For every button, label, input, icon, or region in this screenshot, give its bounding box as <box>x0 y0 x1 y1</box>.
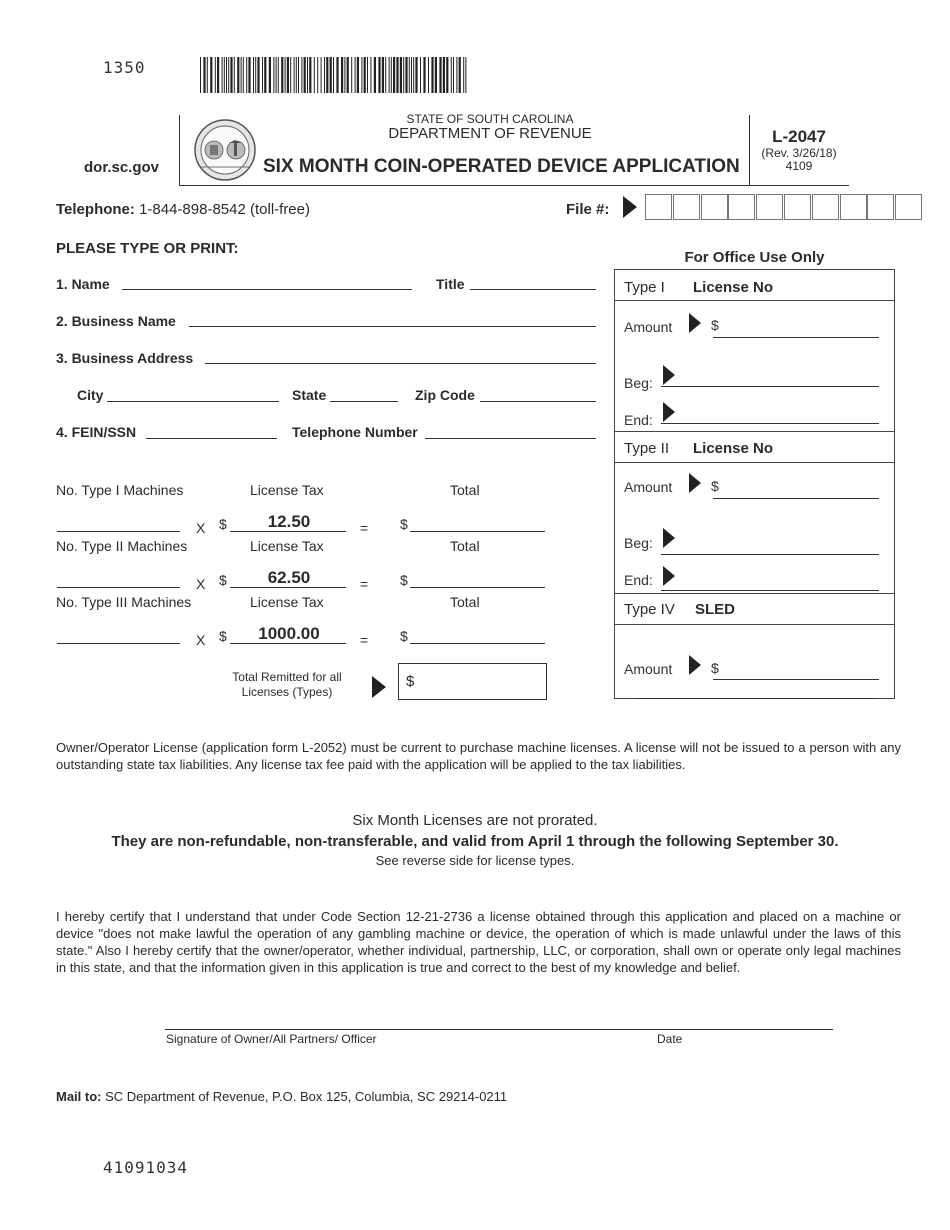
amount-arrow-icon <box>689 655 701 675</box>
office-type1-license: License No <box>693 279 774 296</box>
form-ocr-number-top: 1350 <box>103 58 146 77</box>
barcode-bar <box>405 57 407 93</box>
barcode-bar <box>230 57 232 93</box>
instructions: PLEASE TYPE OR PRINT: <box>56 240 239 257</box>
date-label: Date <box>657 1032 683 1046</box>
zip-input[interactable] <box>480 401 596 402</box>
office-separator <box>615 431 894 432</box>
form-title: SIX MONTH COIN-OPERATED DEVICE APPLICATION <box>263 156 740 177</box>
office-type1-label: Type I <box>624 279 665 296</box>
business-address-input[interactable] <box>205 363 596 364</box>
office-type4-amount-input[interactable] <box>713 679 879 680</box>
equals-sign: = <box>360 576 369 592</box>
state-seal-icon <box>193 119 257 181</box>
barcode-bar <box>326 57 328 93</box>
type1-rate: 12.50 <box>267 512 311 531</box>
office-type2-end-input[interactable] <box>661 590 879 591</box>
barcode-bar <box>301 57 302 93</box>
office-type2-amount-input[interactable] <box>713 498 879 499</box>
barcode-bar <box>314 57 315 93</box>
barcode-bar <box>207 57 208 93</box>
office-type1-amount-label: Amount <box>624 319 673 335</box>
barcode-bar <box>234 57 235 93</box>
form-revision: (Rev. 3/26/18) <box>761 146 837 160</box>
office-separator <box>615 462 894 463</box>
city-label: City <box>77 387 104 403</box>
beg-arrow-icon <box>663 528 675 548</box>
barcode-bar <box>278 57 279 93</box>
file-number-box[interactable] <box>867 194 894 220</box>
barcode-bar <box>367 57 368 93</box>
barcode-bar <box>309 57 311 93</box>
barcode-bar <box>257 57 259 93</box>
barcode-bar <box>203 57 205 93</box>
office-separator <box>615 624 894 625</box>
equals-sign: = <box>360 520 369 536</box>
proration-note: Six Month Licenses are not prorated. <box>352 812 598 829</box>
office-type1-beg-input[interactable] <box>661 386 879 387</box>
state-name: STATE OF SOUTH CAROLINA <box>406 112 574 126</box>
signature-label: Signature of Owner/All Partners/ Officer <box>166 1032 377 1046</box>
barcode-bar <box>273 57 274 93</box>
department-name: DEPARTMENT OF REVENUE <box>388 125 592 142</box>
type2-total-input[interactable] <box>410 587 545 588</box>
dollar-sign: $ <box>711 317 719 333</box>
amount-arrow-icon <box>689 313 701 333</box>
reverse-side-note: See reverse side for license types. <box>375 853 575 868</box>
barcode-bar <box>364 57 366 93</box>
barcode-bar <box>347 57 349 93</box>
barcode-bar <box>463 57 464 93</box>
barcode-bar <box>269 57 271 93</box>
barcode-bar <box>228 57 229 93</box>
form-number: L-2047 <box>772 127 826 146</box>
barcode-bar <box>400 57 402 93</box>
barcode-bar <box>324 57 325 93</box>
barcode-bar <box>413 57 414 93</box>
barcode-bar <box>439 57 441 93</box>
equals-sign: = <box>360 632 369 648</box>
office-type4-sled: SLED <box>695 601 736 618</box>
type3-count-input[interactable] <box>57 643 180 644</box>
office-type1-beg-label: Beg: <box>624 375 653 391</box>
type1-tax-label: License Tax <box>250 482 324 498</box>
office-type4-label: Type IV <box>624 601 675 618</box>
office-type2-amount-label: Amount <box>624 479 673 495</box>
barcode-bar <box>361 57 362 93</box>
file-number-box[interactable] <box>784 194 811 220</box>
state-label: State <box>292 387 327 403</box>
telephone-value: 1-844-898-8542 (toll-free) <box>139 201 310 218</box>
office-type1-end-input[interactable] <box>661 423 879 424</box>
barcode-bar <box>391 57 392 93</box>
barcode-bar <box>200 57 201 93</box>
end-arrow-icon <box>663 402 675 422</box>
barcode <box>200 57 468 93</box>
barcode-bar <box>357 57 359 93</box>
dollar-sign: $ <box>711 478 719 494</box>
file-number-box[interactable] <box>645 194 672 220</box>
name-input[interactable] <box>122 289 412 290</box>
city-input[interactable] <box>107 401 279 402</box>
office-type2-beg-label: Beg: <box>624 535 653 551</box>
barcode-bar <box>431 57 433 93</box>
barcode-bar <box>411 57 412 93</box>
barcode-bar <box>262 57 263 93</box>
barcode-bar <box>459 57 461 93</box>
barcode-bar <box>222 57 223 93</box>
type2-machines-label: No. Type II Machines <box>56 538 188 554</box>
barcode-bar <box>224 57 225 93</box>
barcode-bar <box>276 57 277 93</box>
barcode-bar <box>453 57 454 93</box>
barcode-bar <box>264 57 266 93</box>
total-arrow-icon <box>372 676 386 698</box>
barcode-bar <box>355 57 356 93</box>
barcode-bar <box>409 57 410 93</box>
type2-total-label: Total <box>450 538 480 554</box>
fein-label: 4. FEIN/SSN <box>56 424 137 440</box>
file-number-box[interactable] <box>840 194 867 220</box>
barcode-bar <box>253 57 254 93</box>
office-type1-end-label: End: <box>624 412 653 428</box>
office-type1-amount-input[interactable] <box>713 337 879 338</box>
state-input[interactable] <box>330 401 398 402</box>
barcode-bar <box>321 57 322 93</box>
type1-rate-line <box>230 531 346 532</box>
certification-statement: I hereby certify that I understand that under Code Section 12-21-2736 a license obtained through this application and placed on a machine or device "does not make lawful the operation of any gambling machine or device, the operation of which is made unlawful under the laws of this state." Also I hereby certify that the owner/operator, whether individual, partnership, LLC, or corporation, shall own or operate only legal machines in this state, and that the information given in this application is true and correct to the best of my knowledge and belief. <box>56 909 901 975</box>
barcode-bar <box>290 57 291 93</box>
type1-total-input[interactable] <box>410 531 545 532</box>
file-number-box[interactable] <box>756 194 783 220</box>
barcode-bar <box>385 57 386 93</box>
file-number-box[interactable] <box>812 194 839 220</box>
barcode-bar <box>281 57 283 93</box>
phone-input[interactable] <box>425 438 596 439</box>
header-bottom-rule <box>179 185 750 186</box>
telephone-line <box>56 201 310 218</box>
mail-to-address: SC Department of Revenue, P.O. Box 125, Columbia, SC 29214-0211 <box>105 1089 508 1104</box>
office-type2-label: Type II <box>624 440 670 457</box>
barcode-bar <box>226 57 227 93</box>
name-label: 1. Name <box>56 276 110 292</box>
barcode-bar <box>374 57 376 93</box>
type3-total-input[interactable] <box>410 643 545 644</box>
barcode-bar <box>333 57 334 93</box>
barcode-bar <box>237 57 239 93</box>
barcode-bar <box>296 57 297 93</box>
amount-arrow-icon <box>689 473 701 493</box>
barcode-bar <box>393 57 395 93</box>
office-type4-extra-line <box>637 698 875 699</box>
website: dor.sc.gov <box>84 159 160 176</box>
office-type2-beg-input[interactable] <box>661 554 879 555</box>
times-sign: X <box>196 520 206 536</box>
barcode-bar <box>217 57 219 93</box>
barcode-bar <box>248 57 250 93</box>
barcode-bar <box>396 57 398 93</box>
total-remitted-label <box>222 670 352 700</box>
type2-count-input[interactable] <box>57 587 180 588</box>
office-type2-license: License No <box>693 440 774 457</box>
barcode-bar <box>382 57 384 93</box>
barcode-bar <box>336 57 338 93</box>
barcode-bar <box>435 57 437 93</box>
file-number-box[interactable] <box>673 194 700 220</box>
file-number-box[interactable] <box>728 194 755 220</box>
type3-tax-label: License Tax <box>250 594 324 610</box>
barcode-bar <box>210 57 212 93</box>
barcode-bar <box>423 57 425 93</box>
telephone-label: Telephone: <box>56 201 135 218</box>
barcode-bar <box>243 57 244 93</box>
type1-machines-label: No. Type I Machines <box>56 482 184 498</box>
type1-total-label: Total <box>450 482 480 498</box>
barcode-bar <box>317 57 318 93</box>
office-type4-amount-label: Amount <box>624 661 673 677</box>
mail-to <box>56 1089 507 1104</box>
title-input[interactable] <box>470 289 596 290</box>
type1-count-input[interactable] <box>57 531 180 532</box>
office-use-box <box>614 269 895 699</box>
barcode-bar <box>403 57 404 93</box>
zip-label: Zip Code <box>415 387 475 403</box>
barcode-bar <box>215 57 216 93</box>
type2-tax-label: License Tax <box>250 538 324 554</box>
mail-to-label: Mail to: <box>56 1089 102 1104</box>
barcode-bar <box>420 57 421 93</box>
barcode-bar <box>415 57 417 93</box>
fein-input[interactable] <box>146 438 277 439</box>
header-divider-left <box>179 115 180 186</box>
barcode-bar <box>428 57 429 93</box>
barcode-bar <box>370 57 371 93</box>
dollar-sign: $ <box>400 628 408 644</box>
form-ocr-number-bottom: 41091034 <box>103 1158 189 1177</box>
barcode-bar <box>341 57 343 93</box>
times-sign: X <box>196 632 206 648</box>
end-arrow-icon <box>663 566 675 586</box>
title-label: Title <box>436 276 465 292</box>
type2-rate: 62.50 <box>267 568 311 587</box>
barcode-bar <box>294 57 295 93</box>
file-number-label: File #: <box>566 201 610 218</box>
barcode-bar <box>287 57 289 93</box>
form-code: 4109 <box>785 159 813 173</box>
total-remitted-line2: Licenses (Types) <box>241 685 333 699</box>
barcode-bar <box>465 57 466 93</box>
office-use-header: For Office Use Only <box>684 249 825 266</box>
type3-total-label: Total <box>450 594 480 610</box>
barcode-bar <box>298 57 299 93</box>
dollar-sign: $ <box>400 572 408 588</box>
type3-rate: 1000.00 <box>258 624 320 643</box>
signature-input[interactable] <box>165 1029 833 1030</box>
business-name-label: 2. Business Name <box>56 313 176 329</box>
barcode-bar <box>285 57 286 93</box>
total-remitted-dollar: $ <box>406 673 415 690</box>
form-id-rule <box>749 185 849 186</box>
barcode-bar <box>241 57 242 93</box>
barcode-bar <box>307 57 308 93</box>
dollar-sign: $ <box>219 572 227 588</box>
barcode-bar <box>389 57 390 93</box>
type3-machines-label: No. Type III Machines <box>56 594 192 610</box>
barcode-bar <box>246 57 247 93</box>
office-separator <box>615 593 894 594</box>
type2-rate-line <box>230 587 346 588</box>
business-name-input[interactable] <box>189 326 596 327</box>
barcode-bar <box>446 57 448 93</box>
barcode-bar <box>456 57 457 93</box>
dollar-sign: $ <box>711 660 719 676</box>
barcode-bar <box>304 57 306 93</box>
barcode-bar <box>378 57 380 93</box>
beg-arrow-icon <box>663 365 675 385</box>
phone-label: Telephone Number <box>292 424 418 440</box>
office-type2-end-label: End: <box>624 572 653 588</box>
barcode-bar <box>351 57 352 93</box>
dollar-sign: $ <box>400 516 408 532</box>
file-number-box[interactable] <box>701 194 728 220</box>
total-remitted-input[interactable] <box>398 663 547 700</box>
barcode-bar <box>330 57 332 93</box>
times-sign: X <box>196 576 206 592</box>
type3-rate-line <box>230 643 346 644</box>
office-separator <box>615 300 894 301</box>
file-arrow-icon <box>623 196 637 218</box>
validity-note: They are non-refundable, non-transferable, and valid from April 1 through the following September 30. <box>111 833 839 850</box>
barcode-bar <box>344 57 345 93</box>
barcode-bar <box>451 57 452 93</box>
barcode-bar <box>255 57 256 93</box>
business-address-label: 3. Business Address <box>56 350 194 366</box>
barcode-bar <box>443 57 445 93</box>
file-number-box[interactable] <box>895 194 922 220</box>
dollar-sign: $ <box>219 516 227 532</box>
dollar-sign: $ <box>219 628 227 644</box>
total-remitted-line1: Total Remitted for all <box>232 670 342 684</box>
license-notice: Owner/Operator License (application form L-2052) must be current to purchase machine licenses. A license will not be issued to a person with any outstanding state tax liabilities. Any license tax fee paid with the application will be applied to the tax liabilities. <box>56 740 901 772</box>
